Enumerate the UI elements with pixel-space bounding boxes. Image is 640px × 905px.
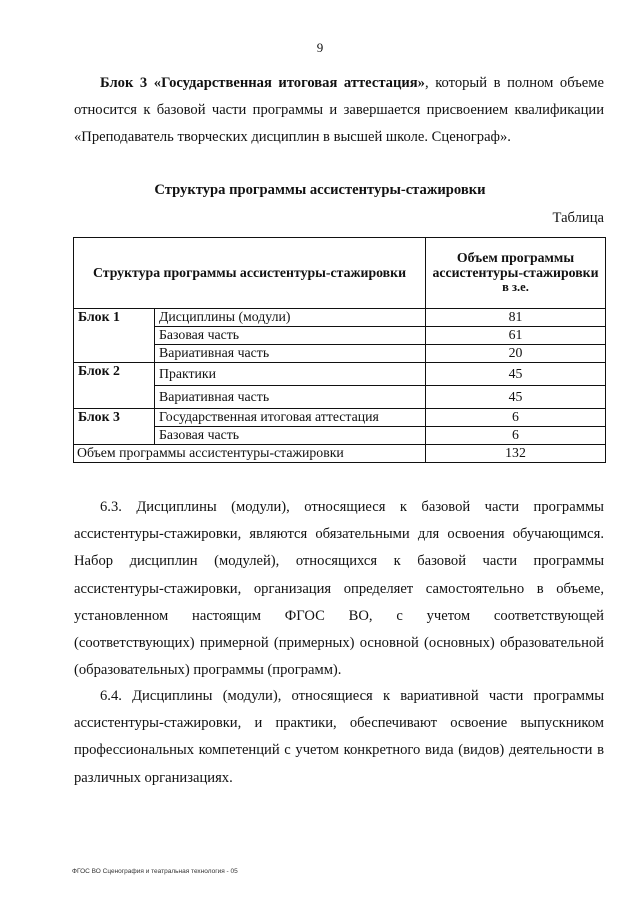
row-name: Дисциплины (модули)	[155, 309, 426, 327]
block-label: Блок 1	[74, 309, 155, 363]
row-name: Практики	[155, 363, 426, 386]
intro-bold-lead: Блок 3 «Государственная итоговая аттестация»	[100, 75, 425, 91]
header-structure: Структура программы ассистентуры-стажировки	[74, 238, 426, 309]
row-value: 81	[426, 309, 606, 327]
table-caption: Таблица	[552, 210, 604, 226]
row-name: Вариативная часть	[155, 386, 426, 409]
page-number: 9	[316, 40, 324, 55]
table-row	[74, 309, 606, 327]
row-name: Базовая часть	[155, 427, 426, 445]
total-value: 132	[426, 445, 606, 463]
section-6-3-text: 6.3. Дисциплины (модули), относящиеся к базовой части программы ассистентуры-стажировки, являются обязательными для освоения обучающимся. Набор дисциплин (модулей), относящихся к базовой части программы ассистентуры-стажировки, организация определяет самостоятельно в объеме, установленном настоящим ФГОС ВО, с учетом соответствующей (соответствующих) примерной (примерных) основной (основных) образовательной (образовательных) программы (программ).	[74, 499, 604, 679]
block-label: Блок 3	[74, 409, 155, 445]
intro-text: , который в полном объеме относится к базовой части программы и завершается присвоением квалификации «Преподаватель творческих дисциплин в высшей школе. Сценограф».	[74, 75, 604, 146]
page-footer: ФГОС ВО Сценография и театральная технология - 05	[72, 868, 238, 875]
program-structure-table	[73, 237, 606, 463]
row-value: 45	[426, 386, 606, 409]
section-6-3-paragraph	[74, 494, 604, 684]
block-label: Блок 2	[74, 363, 155, 409]
table-row	[74, 363, 606, 386]
section-6-4-text: 6.4. Дисциплины (модули), относящиеся к вариативной части программы ассистентуры-стажировки, и практики, обеспечивают освоение выпускником профессиональных компетенций с учетом конкретного вида (видов) деятельности в различных организациях.	[74, 688, 604, 786]
table-total-row	[74, 445, 606, 463]
total-label: Объем программы ассистентуры-стажировки	[74, 445, 426, 463]
section-6-4-paragraph	[74, 683, 604, 792]
row-name: Базовая часть	[155, 327, 426, 345]
row-value: 6	[426, 427, 606, 445]
row-name: Государственная итоговая аттестация	[155, 409, 426, 427]
row-value: 6	[426, 409, 606, 427]
header-units: в з.е.	[502, 280, 529, 295]
table-row	[74, 409, 606, 427]
row-value: 20	[426, 345, 606, 363]
row-value: 45	[426, 363, 606, 386]
row-name: Вариативная часть	[155, 345, 426, 363]
table-heading: Структура программы ассистентуры-стажировки	[154, 182, 486, 198]
table-header-row	[74, 238, 606, 309]
header-volume: Объем программы ассистентуры-стажировки в з.е.	[426, 238, 606, 309]
intro-paragraph	[74, 70, 604, 152]
row-value: 61	[426, 327, 606, 345]
